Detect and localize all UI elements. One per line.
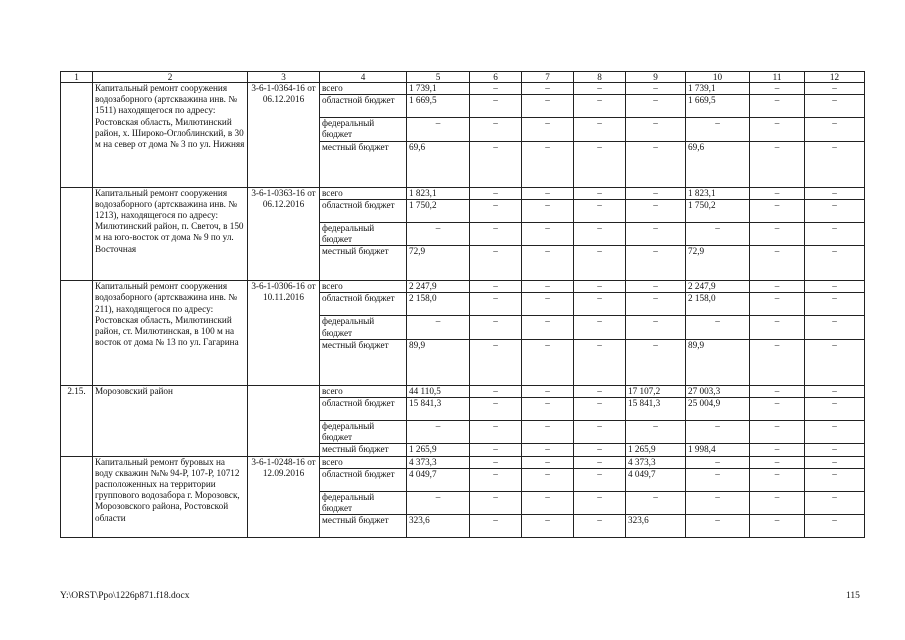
dash-cell: –	[805, 444, 865, 456]
funding-source: федеральный бюджет	[320, 222, 407, 245]
dash-cell: –	[805, 456, 865, 468]
dash-cell: –	[574, 222, 626, 245]
value-cell: 1 823,1	[686, 187, 750, 199]
dash-cell: –	[470, 293, 522, 316]
dash-cell: –	[686, 515, 750, 538]
dash-cell: –	[750, 491, 805, 514]
header-cell: 8	[574, 72, 626, 83]
object-description: Капитальный ремонт сооружения водозаборного (артскважина инв. № 1213), находящегося по адресу: Милютинский район, п. Светоч, в 150 м на юго-восток от дома № 9 по ул. Восточная	[93, 187, 248, 281]
dash-cell: –	[522, 281, 574, 293]
table-row	[61, 187, 865, 199]
dash-cell: –	[626, 281, 686, 293]
value-cell: 323,6	[407, 515, 470, 538]
value-cell: 15 841,3	[407, 398, 470, 421]
registration-code: 3-6-1-0363-16 от 06.12.2016	[248, 187, 320, 281]
table-row	[61, 385, 865, 397]
value-cell: 4 373,3	[407, 456, 470, 468]
dash-cell: –	[574, 468, 626, 491]
value-cell: 1 669,5	[686, 95, 750, 118]
dash-cell: –	[470, 199, 522, 222]
dash-cell: –	[805, 316, 865, 339]
dash-cell: –	[574, 491, 626, 514]
dash-cell: –	[574, 398, 626, 421]
dash-cell: –	[750, 281, 805, 293]
header-row	[61, 72, 865, 83]
dash-cell: –	[522, 339, 574, 385]
row-number: 2.15.	[61, 385, 93, 456]
value-cell: 323,6	[626, 515, 686, 538]
header-cell: 9	[626, 72, 686, 83]
dash-cell: –	[626, 222, 686, 245]
dash-cell: –	[574, 95, 626, 118]
dash-cell: –	[522, 491, 574, 514]
value-cell: 17 107,2	[626, 385, 686, 397]
dash-cell: –	[805, 385, 865, 397]
dash-cell: –	[522, 187, 574, 199]
value-cell: 72,9	[407, 246, 470, 281]
footer-file-path: Y:\ORST\Ppo\1226p871.f18.docx	[60, 591, 190, 601]
dash-cell: –	[750, 222, 805, 245]
dash-cell: –	[750, 293, 805, 316]
dash-cell: –	[522, 398, 574, 421]
dash-cell: –	[470, 468, 522, 491]
table-row	[61, 456, 865, 468]
value-cell: 25 004,9	[686, 398, 750, 421]
value-cell: 1 265,9	[407, 444, 470, 456]
dash-cell: –	[522, 222, 574, 245]
dash-cell: –	[470, 83, 522, 95]
dash-cell: –	[522, 444, 574, 456]
dash-cell: –	[805, 421, 865, 444]
dash-cell: –	[574, 293, 626, 316]
table-row	[61, 83, 865, 95]
dash-cell: –	[470, 456, 522, 468]
funding-source: всего	[320, 281, 407, 293]
value-cell: 2 158,0	[407, 293, 470, 316]
dash-cell: –	[626, 83, 686, 95]
dash-cell: –	[750, 118, 805, 141]
dash-cell: –	[805, 222, 865, 245]
header-cell: 2	[93, 72, 248, 83]
dash-cell: –	[574, 456, 626, 468]
dash-cell: –	[470, 444, 522, 456]
dash-cell: –	[470, 385, 522, 397]
dash-cell: –	[470, 222, 522, 245]
value-cell: 2 247,9	[686, 281, 750, 293]
dash-cell: –	[686, 468, 750, 491]
dash-cell: –	[750, 141, 805, 187]
dash-cell: –	[574, 281, 626, 293]
value-cell: 4 049,7	[626, 468, 686, 491]
dash-cell: –	[470, 398, 522, 421]
header-cell: 3	[248, 72, 320, 83]
dash-cell: –	[626, 491, 686, 514]
dash-cell: –	[522, 385, 574, 397]
object-description: Капитальный ремонт сооружения водозаборного (артскважина инв. № 211), находящегося по адресу: Ростовская область, Милютинский район, ст. Милютинская, в 100 м на восток от дома № 13 по ул. Гагарина	[93, 281, 248, 386]
row-number	[61, 83, 93, 188]
header-cell: 7	[522, 72, 574, 83]
dash-cell: –	[522, 316, 574, 339]
header-cell: 10	[686, 72, 750, 83]
dash-cell: –	[686, 421, 750, 444]
funding-source: федеральный бюджет	[320, 118, 407, 141]
dash-cell: –	[522, 199, 574, 222]
dash-cell: –	[574, 385, 626, 397]
funding-source: местный бюджет	[320, 246, 407, 281]
dash-cell: –	[750, 339, 805, 385]
value-cell: 1 669,5	[407, 95, 470, 118]
funding-source: областной бюджет	[320, 398, 407, 421]
header-cell: 4	[320, 72, 407, 83]
dash-cell: –	[574, 118, 626, 141]
dash-cell: –	[750, 83, 805, 95]
funding-source: областной бюджет	[320, 199, 407, 222]
dash-cell: –	[470, 421, 522, 444]
dash-cell: –	[522, 456, 574, 468]
funding-source: областной бюджет	[320, 95, 407, 118]
dash-cell: –	[750, 316, 805, 339]
dash-cell: –	[626, 187, 686, 199]
dash-cell: –	[574, 515, 626, 538]
dash-cell: –	[574, 316, 626, 339]
dash-cell: –	[522, 421, 574, 444]
dash-cell: –	[626, 316, 686, 339]
dash-cell: –	[750, 444, 805, 456]
registration-code: 3-6-1-0306-16 от 10.11.2016	[248, 281, 320, 386]
dash-cell: –	[626, 293, 686, 316]
row-number	[61, 281, 93, 386]
value-cell: 27 003,3	[686, 385, 750, 397]
dash-cell: –	[686, 118, 750, 141]
dash-cell: –	[522, 83, 574, 95]
dash-cell: –	[626, 199, 686, 222]
header-cell: 12	[805, 72, 865, 83]
dash-cell: –	[750, 187, 805, 199]
dash-cell: –	[407, 316, 470, 339]
dash-cell: –	[470, 141, 522, 187]
dash-cell: –	[470, 246, 522, 281]
dash-cell: –	[470, 316, 522, 339]
table-row	[61, 281, 865, 293]
dash-cell: –	[686, 222, 750, 245]
dash-cell: –	[805, 293, 865, 316]
dash-cell: –	[805, 398, 865, 421]
dash-cell: –	[805, 199, 865, 222]
dash-cell: –	[522, 515, 574, 538]
dash-cell: –	[805, 468, 865, 491]
object-description: Капитальный ремонт буровых на воду скважин №№ 94-Р, 107-Р, 10712 расположенных на территории группового водозабора г. Морозовск, Морозовского района, Ростовской области	[93, 456, 248, 538]
dash-cell: –	[407, 118, 470, 141]
dash-cell: –	[574, 83, 626, 95]
dash-cell: –	[522, 95, 574, 118]
dash-cell: –	[522, 141, 574, 187]
dash-cell: –	[805, 339, 865, 385]
registration-code: 3-6-1-0248-16 от 12.09.2016	[248, 456, 320, 538]
funding-source: всего	[320, 456, 407, 468]
dash-cell: –	[750, 468, 805, 491]
dash-cell: –	[805, 281, 865, 293]
dash-cell: –	[522, 293, 574, 316]
dash-cell: –	[750, 421, 805, 444]
funding-source: федеральный бюджет	[320, 316, 407, 339]
value-cell: 1 823,1	[407, 187, 470, 199]
value-cell: 15 841,3	[626, 398, 686, 421]
dash-cell: –	[750, 95, 805, 118]
dash-cell: –	[470, 118, 522, 141]
funding-source: местный бюджет	[320, 444, 407, 456]
dash-cell: –	[626, 421, 686, 444]
funding-source: областной бюджет	[320, 468, 407, 491]
header-cell: 5	[407, 72, 470, 83]
value-cell: 1 265,9	[626, 444, 686, 456]
value-cell: 2 158,0	[686, 293, 750, 316]
dash-cell: –	[574, 199, 626, 222]
dash-cell: –	[686, 491, 750, 514]
dash-cell: –	[686, 316, 750, 339]
object-description: Морозовский район	[93, 385, 248, 456]
dash-cell: –	[626, 118, 686, 141]
dash-cell: –	[522, 468, 574, 491]
dash-cell: –	[626, 339, 686, 385]
dash-cell: –	[470, 187, 522, 199]
value-cell: 1 750,2	[686, 199, 750, 222]
value-cell: 1 739,1	[407, 83, 470, 95]
dash-cell: –	[805, 118, 865, 141]
dash-cell: –	[574, 246, 626, 281]
row-number	[61, 456, 93, 538]
dash-cell: –	[750, 456, 805, 468]
dash-cell: –	[470, 491, 522, 514]
dash-cell: –	[574, 141, 626, 187]
funding-source: местный бюджет	[320, 141, 407, 187]
dash-cell: –	[750, 398, 805, 421]
dash-cell: –	[470, 339, 522, 385]
dash-cell: –	[805, 491, 865, 514]
dash-cell: –	[407, 421, 470, 444]
registration-code: 3-6-1-0364-16 от 06.12.2016	[248, 83, 320, 188]
dash-cell: –	[750, 246, 805, 281]
dash-cell: –	[805, 141, 865, 187]
dash-cell: –	[626, 141, 686, 187]
dash-cell: –	[805, 246, 865, 281]
dash-cell: –	[407, 222, 470, 245]
dash-cell: –	[805, 83, 865, 95]
value-cell: 89,9	[686, 339, 750, 385]
dash-cell: –	[574, 421, 626, 444]
footer-page-number: 115	[846, 591, 860, 601]
registration-code	[248, 385, 320, 456]
header-cell: 1	[61, 72, 93, 83]
value-cell: 69,6	[407, 141, 470, 187]
value-cell: 1 750,2	[407, 199, 470, 222]
dash-cell: –	[750, 385, 805, 397]
dash-cell: –	[750, 199, 805, 222]
funding-source: всего	[320, 83, 407, 95]
dash-cell: –	[470, 95, 522, 118]
dash-cell: –	[805, 187, 865, 199]
funding-source: областной бюджет	[320, 293, 407, 316]
funding-source: местный бюджет	[320, 515, 407, 538]
header-cell: 11	[750, 72, 805, 83]
dash-cell: –	[407, 491, 470, 514]
value-cell: 1 998,4	[686, 444, 750, 456]
dash-cell: –	[470, 515, 522, 538]
dash-cell: –	[805, 95, 865, 118]
value-cell: 69,6	[686, 141, 750, 187]
value-cell: 89,9	[407, 339, 470, 385]
funding-source: местный бюджет	[320, 339, 407, 385]
funding-source: всего	[320, 385, 407, 397]
funding-source: всего	[320, 187, 407, 199]
value-cell: 4 373,3	[626, 456, 686, 468]
dash-cell: –	[626, 246, 686, 281]
dash-cell: –	[574, 339, 626, 385]
dash-cell: –	[686, 456, 750, 468]
dash-cell: –	[470, 281, 522, 293]
dash-cell: –	[626, 95, 686, 118]
dash-cell: –	[805, 515, 865, 538]
value-cell: 4 049,7	[407, 468, 470, 491]
funding-source: федеральный бюджет	[320, 421, 407, 444]
funding-source: федеральный бюджет	[320, 491, 407, 514]
value-cell: 44 110,5	[407, 385, 470, 397]
value-cell: 2 247,9	[407, 281, 470, 293]
dash-cell: –	[750, 515, 805, 538]
dash-cell: –	[574, 187, 626, 199]
header-cell: 6	[470, 72, 522, 83]
value-cell: 1 739,1	[686, 83, 750, 95]
dash-cell: –	[574, 444, 626, 456]
budget-table	[60, 71, 865, 538]
value-cell: 72,9	[686, 246, 750, 281]
dash-cell: –	[522, 118, 574, 141]
row-number	[61, 187, 93, 281]
dash-cell: –	[522, 246, 574, 281]
object-description: Капитальный ремонт сооружения водозаборного (артскважина инв. № 1511) находящегося по адресу: Ростовская область, Милютинский район, х. Широко-Оглоблинский, в 30 м на север от дома № 3 по ул. Нижняя	[93, 83, 248, 188]
